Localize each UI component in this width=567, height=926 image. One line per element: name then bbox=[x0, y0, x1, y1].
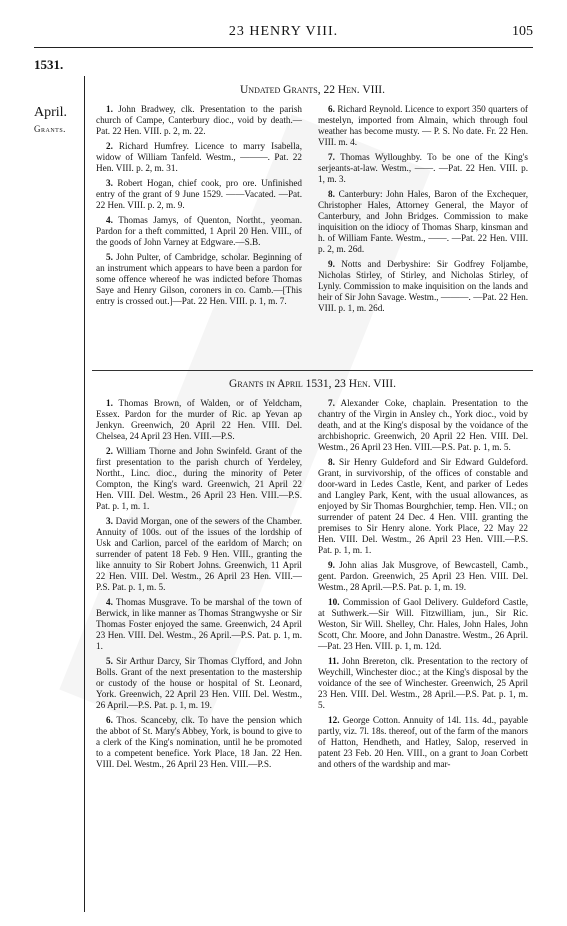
page-number: 105 bbox=[512, 24, 533, 39]
column-left-undated bbox=[96, 104, 302, 311]
entry: 2. Richard Humfrey. Licence to marry Isabella, widow of William Tanfeld. Westm., ———. Pat. 22 Hen. VIII. p. 2, m. 31. bbox=[96, 141, 303, 173]
entry: 3. David Morgan, one of the sewers of the Chamber. Annuity of 100s. out of the issues of the lordship of Usk and Carlion, parcel of the earldom of March; on surrender of patent 18 Feb. 9 Hen. VIII., granting the like annuity to Sir Robert Johns. Greenwich, 11 April 22 Hen. VIII. Del. Westm., 26 April 23 Hen. VIII.—P.S. Pat. p. 1, m. 5. bbox=[96, 516, 302, 592]
running-head bbox=[0, 24, 567, 44]
margin-month: April. bbox=[34, 105, 68, 120]
entry: 5. John Pulter, of Cambridge, scholar. Beginning of an instrument which appears to have been a pardon for some offence whereof he was indicted before Thomas Saye and Henry Gilson, coroners in co. Camb.—[This entry is crossed out.]—Pat. 22 Hen. VIII. p. 1, m. 7. bbox=[96, 252, 302, 306]
section-title-april: Grants in April 1531, 23 Hen. VIII. bbox=[229, 378, 396, 390]
entry: 3. Robert Hogan, chief cook, pro ore. Unfinished entry of the grant of 9 June 1529. ——Vacated. —Pat. 22 Hen. VIII. p. 2, m. 9. bbox=[96, 178, 302, 210]
running-head-title: 23 HENRY VIII. bbox=[228, 24, 339, 39]
entry: 12. George Cotton. Annuity of 14l. 11s. 4d., payable partly, viz. 7l. 18s. thereof, out of the farm of the manors of Hatton, Hendheth, and Hatley, Salop, reserved in patent 23 Feb. 20 Hen. VIII., on a grant to Joan Corbett and others of the wardship and mar- bbox=[318, 715, 528, 769]
entry: 11. John Brereton, clk. Presentation to the rectory of Weychill, Winchester dioc.; at the King's disposal by the voidance of the see of Winchester. Greenwich, 25 April 23 Hen. VIII. Del. Westm., 28 April.—P.S. Pat. p. 1, m. 5. bbox=[318, 656, 528, 710]
entry: 9. John alias Jak Musgrove, of Bewcastell, Camb., gent. Pardon. Greenwich, 25 April 23 Hen. VIII. Del. Westm., 28 April.—P.S. Pat. p. 1, m. 19. bbox=[318, 560, 529, 592]
entry: 4. Thomas Jamys, of Quenton, Northt., yeoman. Pardon for a theft committed, 1 April 20 Hen. VIII., of the goods of John Varney at Edgware.—S.B. bbox=[96, 215, 302, 247]
entry: 5. Sir Arthur Darcy, Sir Thomas Clyfford, and John Bolls. Grant of the next presentation to the mastership or custody of the house or hospital of St. Leonard, York. Greenwich, 22 April 23 Hen. VIII. Del. Westm., 26 April.—P.S. Pat. p. 1, m. 19. bbox=[96, 656, 302, 710]
entry: 1. Thomas Brown, of Walden, or of Yeldcham, Essex. Pardon for the murder of Ric. ap Yevan ap Jenkyn. Greenwich, 20 April 22 Hen. VIII. Del. Chelsea, 24 April 23 Hen. VIII.—P.S. bbox=[96, 398, 302, 441]
column-left-april bbox=[96, 398, 302, 774]
entry: 9. Notts and Derbyshire: Sir Godfrey Foljambe, Nicholas Stirley, of Stirley, and Nicholas Stirley, of Lynly. Commission to make inquisition on the lands and heir of Sir John Savage. Westm., ———. —Pat. 22 Hen. VIII. p. 1, m. 26d. bbox=[318, 259, 528, 313]
entry: 8. Canterbury: John Hales, Baron of the Exchequer, Christopher Hales, Attorney General, the Mayor of Canterbury, and John Bridges. Commission to make inquisition on the idiocy of Thomas Sharp, kinsman and h. of William Fante. Westm., ——. —Pat. 22 Hen. VIII. p. 2, m. 26d. bbox=[318, 189, 528, 254]
entry: 10. Commission of Gaol Delivery. Guldeford Castle, at Suthwerk.—Sir Will. Fitzwilliam, jun., Sir Ric. Weston, Sir Will. Shelley, Chr. Hales, John Hales, John Scott, Chr. Moore, and John Danastre. Westm., 26 April.—Pat. 23 Hen. VIII. p. 1, m. 12d. bbox=[318, 597, 528, 651]
header-rule bbox=[34, 47, 533, 48]
entry: 6. Richard Reynold. Licence to export 350 quarters of mestelyn, imported from Almain, which through foul weather has become musty. — P. S. No date. Fr. 22 Hen. VIII. m. 4. bbox=[318, 104, 528, 147]
entry: 7. Alexander Coke, chaplain. Presentation to the chantry of the Virgin in Ansley ch., York dioc., void by death, and at the King's disposal by the voidance of the archbishopric. Greenwich, 20 April 22 Hen. VIII. Del. Westm., 26 April 23 Hen. VIII.—P.S. Pat. p. 1, m. 5. bbox=[318, 398, 528, 452]
entry: 8. Sir Henry Guldeford and Sir Edward Guldeford. Grant, in survivorship, of the offices of constable and door-ward in Ledes Castle, Kent, and parker of Ledes and Langley Park, Kent, with the usual allowances, as enjoyed by Sir Thomas Bourghchier, temp. Hen. VII.; on surrender of patent 24 Dec. 4 Hen. VIII. granting the premises to Sir Henry alone. York Place, 22 May 22 Hen. VIII. Del. Westm., 26 April 23 Hen. VIII.—P.S. Pat. p. 1, m. 1. bbox=[318, 457, 529, 555]
entry: 1. John Bradwey, clk. Presentation to the parish church of Campe, Canterbury dioc., void by death.—Pat. 22 Hen. VIII. p. 2, m. 22. bbox=[96, 104, 303, 136]
section-title-undated: Undated Grants, 22 Hen. VIII. bbox=[239, 84, 385, 96]
column-right-april bbox=[318, 398, 528, 774]
margin-rule bbox=[84, 76, 85, 912]
section-divider bbox=[92, 370, 533, 371]
column-right-undated bbox=[318, 104, 528, 318]
margin-year: 1531. bbox=[34, 57, 64, 72]
entry: 4. Thomas Musgrave. To be marshal of the town of Berwick, in like manner as Thomas Strangwyshe or Sir Thomas Foster enjoyed the same. Greenwich, 24 April 23 Hen. VIII. Del. Westm., 26 April.—P.S. Pat. p. 1, m. 1. bbox=[96, 597, 302, 651]
entry: 6. Thos. Scanceby, clk. To have the pension which the abbot of St. Mary's Abbey, York, is bound to give to a clerk of the King's nomination, until he be promoted to a competent benefice. York Place, 18 Jan. 22 Hen. VIII. Del. Westm., 26 April 23 Hen. VIII.—P.S. bbox=[96, 715, 302, 769]
entry: 7. Thomas Wylloughby. To be one of the King's serjeants-at-law. Westm., ——. —Pat. 22 Hen. VIII. p. 1, m. 3. bbox=[318, 152, 528, 184]
margin-topic: Grants. bbox=[34, 124, 66, 134]
entry: 2. William Thorne and John Swinfeld. Grant of the first presentation to the parish church of Yerdeley, Northt., Linc. dioc., during the minority of Peter Compton, the King's ward. Greenwich, 21 April 22 Hen. VIII. Del. Westm., 26 April 23 Hen. VIII.—P.S. Pat. p. 1, m. 1. bbox=[96, 446, 302, 511]
